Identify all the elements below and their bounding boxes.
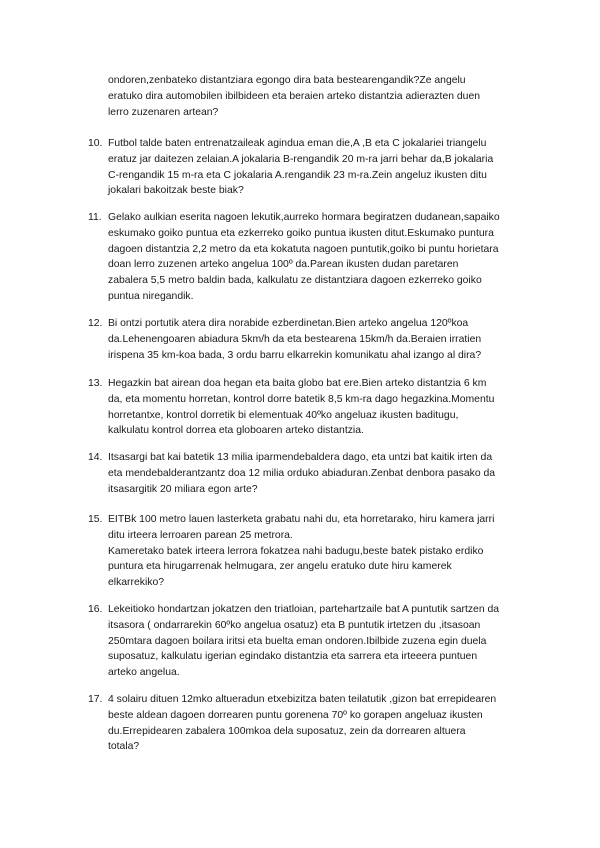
- text-line: ondoren,zenbateko distantziara egongo dira bata bestearengandik?Ze angelu: [108, 75, 466, 86]
- text-line: Hegazkin bat airean doa hegan eta baita globo bat ere.Bien arteko distantzia 6 km: [108, 378, 487, 389]
- problem-15: [88, 512, 536, 591]
- text-line: eta mendebalderantzantz doa 12 milia orduko abiaduran.Zenbat denbora pasako da: [108, 467, 496, 479]
- continuation-paragraph: [108, 73, 533, 120]
- problem-number: 17.: [88, 694, 103, 705]
- problem-number: 14.: [88, 452, 103, 463]
- problem-14: [88, 450, 536, 497]
- text-line: Futbol talde baten entrenatzaileak agindua eman die,A ,B eta C jokalariei triangelu: [108, 138, 487, 149]
- text-line: eskumako goiko puntua eta ezkerreko goiko puntua ikusten ditut.Eskumako puntura: [108, 227, 494, 239]
- text-line: C-rengandik 15 m-ra eta C jokalaria A.rengandik 23 m-ra.Zein angeluz ikusten ditu: [108, 169, 487, 181]
- problem-text: [108, 136, 533, 199]
- text-line: 4 solairu dituen 12mko altueradun etxebizitza baten teilatutik ,gizon bat errepidearen: [108, 694, 497, 705]
- text-line: doan lerro zuzenen arteko angelua 100º da.Parean ikusten dudan paretaren: [108, 259, 459, 271]
- problem-text: [108, 210, 533, 305]
- text-line: beste aldean dagoen dorrearen puntu gorenena 70º ko gorapen angeluaz ikusten: [108, 709, 483, 721]
- text-line: Bi ontzi portutik atera dira norabide ezberdinetan.Bien arteko angelua 120ºkoa: [108, 318, 469, 329]
- text-line: itsasargitik 20 miliara egon arte?: [108, 483, 258, 495]
- text-line: kalkulatu kontrol dorrea eta globoaren arteko distantzia.: [108, 425, 364, 437]
- text-line: eratuko dira automobilen ibilbideen eta beraien arteko distantzia adierazten duen: [108, 90, 481, 102]
- text-line: suposatuz, kalkulatu igerian egindako distantzia eta sarrera eta irteeera puntuen: [108, 651, 478, 663]
- text-line: ditu irteera lerroaren parean 25 metrora.: [108, 529, 293, 541]
- problem-number: 12.: [88, 318, 103, 329]
- text-line: jokalari bakoitzak beste biak?: [108, 185, 244, 197]
- problem-number: 16.: [88, 604, 103, 615]
- text-line: zabalera 5,5 metro baldin bada, kalkulatu ze distantziara dagoen ezkerreko goiko: [108, 275, 482, 287]
- text-line: dagoen distantzia 2,2 metro da eta kokatuta nagoen puntutik,goiko bi puntu horietara: [108, 243, 499, 255]
- problem-text: [108, 376, 533, 439]
- text-line: da.Lehenengoaren abiadura 5km/h da eta bestearena 15km/h da.Beraien irratien: [108, 333, 482, 345]
- problem-number: 15.: [88, 514, 103, 525]
- text-line: Kameretako batek irteera lerrora fokatzea nahi badugu,beste batek pistako erdiko: [108, 545, 484, 557]
- text-line: puntua niregandik.: [108, 290, 194, 302]
- problem-text: [108, 602, 533, 681]
- problem-number: 11.: [88, 212, 102, 223]
- text-line: lerro zuzenaren artean?: [108, 106, 219, 118]
- text-line: puntura eta hirugarrenak helmugara, zer angelu eratuko dute hiru kamerek: [108, 561, 452, 573]
- text-line: da, eta momentu horretan, kontrol dorre batetik 8,5 km-ra dago hegazkina.Momentu: [108, 393, 495, 405]
- problem-number: 13.: [88, 378, 103, 389]
- problem-17: [88, 692, 536, 755]
- problem-16: [88, 602, 536, 681]
- text-line: Lekeitioko hondartzan jokatzen den triatloian, partehartzaile bat A puntutik sartzen da: [108, 604, 500, 615]
- problem-number: 10.: [88, 138, 103, 149]
- text-line: eratuz jar daitezen zelaian.A jokalaria B-rengandik 20 m-ra jarri behar da,B jokalaria: [108, 153, 494, 165]
- text-line: Gelako aulkian eserita nagoen lekutik,aurreko hormara begiratzen dudanean,sapaiko: [108, 212, 500, 223]
- text-line: EITBk 100 metro lauen lasterketa grabatu nahi du, eta horretarako, hiru kamera jarri: [108, 514, 495, 525]
- text-line: horretantxe, kontrol dorretik bi elementuak 40ºko angeluaz ikusten baditugu,: [108, 409, 459, 421]
- text-line: 250mtara dagoen boilara iritsi eta buelta eman ondoren.Ibilbide zuzena egin duela: [108, 635, 487, 647]
- text-line: totala?: [108, 741, 140, 753]
- text-line: itsasora ( ondarrarekin 60ºko angelua osatuz) eta B puntutik irtetzen du ,itsasoan: [108, 619, 481, 631]
- problem-11: [88, 210, 536, 305]
- text-line: Itsasargi bat kai batetik 13 milia iparmendebaldera dago, eta untzi bat kaitik irten da: [108, 452, 493, 463]
- text-line: arteko angelua.: [108, 667, 180, 679]
- problem-text: [108, 692, 533, 755]
- text-line: elkarrekiko?: [108, 577, 165, 589]
- text-line: irispena 35 km-koa bada, 3 ordu barru elkarrekin komunikatu ahal izango al dira?: [108, 349, 482, 361]
- problem-13: [88, 376, 536, 439]
- problem-text: [108, 450, 533, 497]
- text-line: du.Errepidearen zabalera 100mkoa dela suposatuz, zein da dorrearen altuera: [108, 725, 466, 737]
- problem-12: [88, 316, 536, 363]
- problem-10: [88, 136, 536, 199]
- problem-text: [108, 512, 533, 591]
- problem-text: [108, 316, 533, 363]
